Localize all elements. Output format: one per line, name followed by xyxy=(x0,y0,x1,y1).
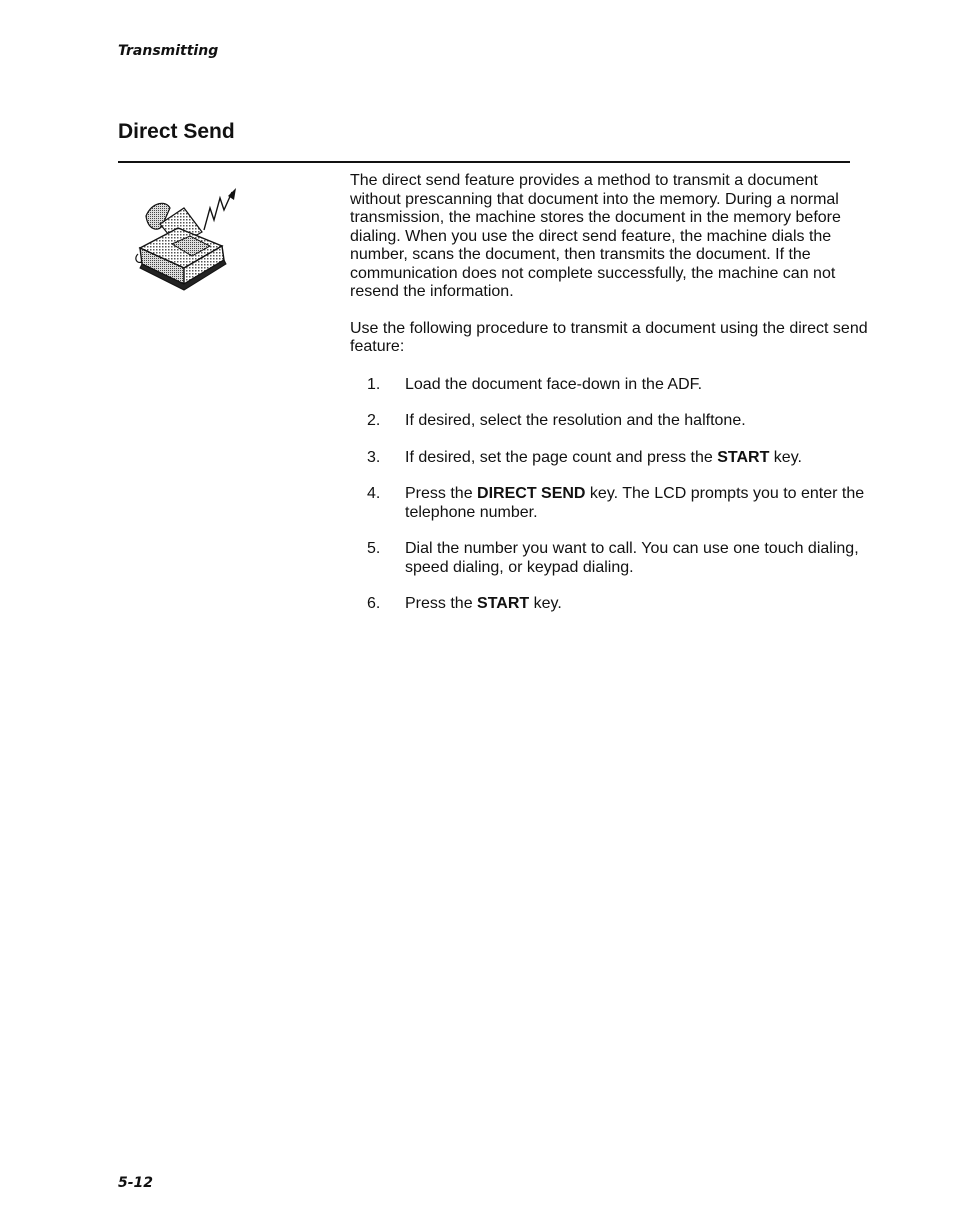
key-name: DIRECT SEND xyxy=(477,485,586,502)
step-number: 2. xyxy=(367,412,381,429)
step-text: Load the document face-down in the ADF. xyxy=(405,375,703,393)
list-item xyxy=(350,485,870,522)
body-column xyxy=(350,172,870,632)
section-divider xyxy=(118,161,850,163)
intro-paragraph: The direct send feature provides a method to transmit a document without prescanning that document into the memory. During a normal transmission, the machine stores the document in the memory before dialing. When you use the direct send feature, the machine dials the number, scans the document, then transmits the document. If the communication does not complete successfully, the machine can not resend the information. xyxy=(350,172,841,300)
step-text-tail: key. The LCD prompts you to enter the telephone number. xyxy=(405,485,865,521)
list-item xyxy=(350,540,870,577)
list-item xyxy=(350,412,870,431)
fax-machine-icon xyxy=(132,186,244,292)
running-header: Transmitting xyxy=(118,43,219,59)
step-text-tail: key. xyxy=(769,448,802,466)
step-text-tail: key. xyxy=(529,595,562,612)
step-number: 5. xyxy=(367,540,381,557)
list-item xyxy=(350,449,870,468)
page-number: 5-12 xyxy=(118,1175,154,1191)
list-item xyxy=(350,595,870,614)
step-number: 4. xyxy=(367,485,381,502)
section-title: Direct Send xyxy=(118,120,235,143)
procedure-intro: Use the following procedure to transmit a document using the direct send feature: xyxy=(350,319,868,355)
key-name: START xyxy=(717,448,770,466)
step-text: Press the xyxy=(405,595,478,612)
step-text: If desired, set the page count and press the xyxy=(405,448,718,466)
step-number: 6. xyxy=(367,595,381,612)
step-number: 3. xyxy=(367,448,381,466)
step-text: If desired, select the resolution and the halftone. xyxy=(405,412,746,429)
procedure-steps xyxy=(350,376,870,614)
step-text: Press the xyxy=(405,485,478,502)
step-number: 1. xyxy=(367,375,381,393)
step-text: Dial the number you want to call. You can use one touch dialing, speed dialing, or keypad dialing. xyxy=(405,540,859,576)
key-name: START xyxy=(477,595,530,612)
list-item xyxy=(350,376,870,395)
